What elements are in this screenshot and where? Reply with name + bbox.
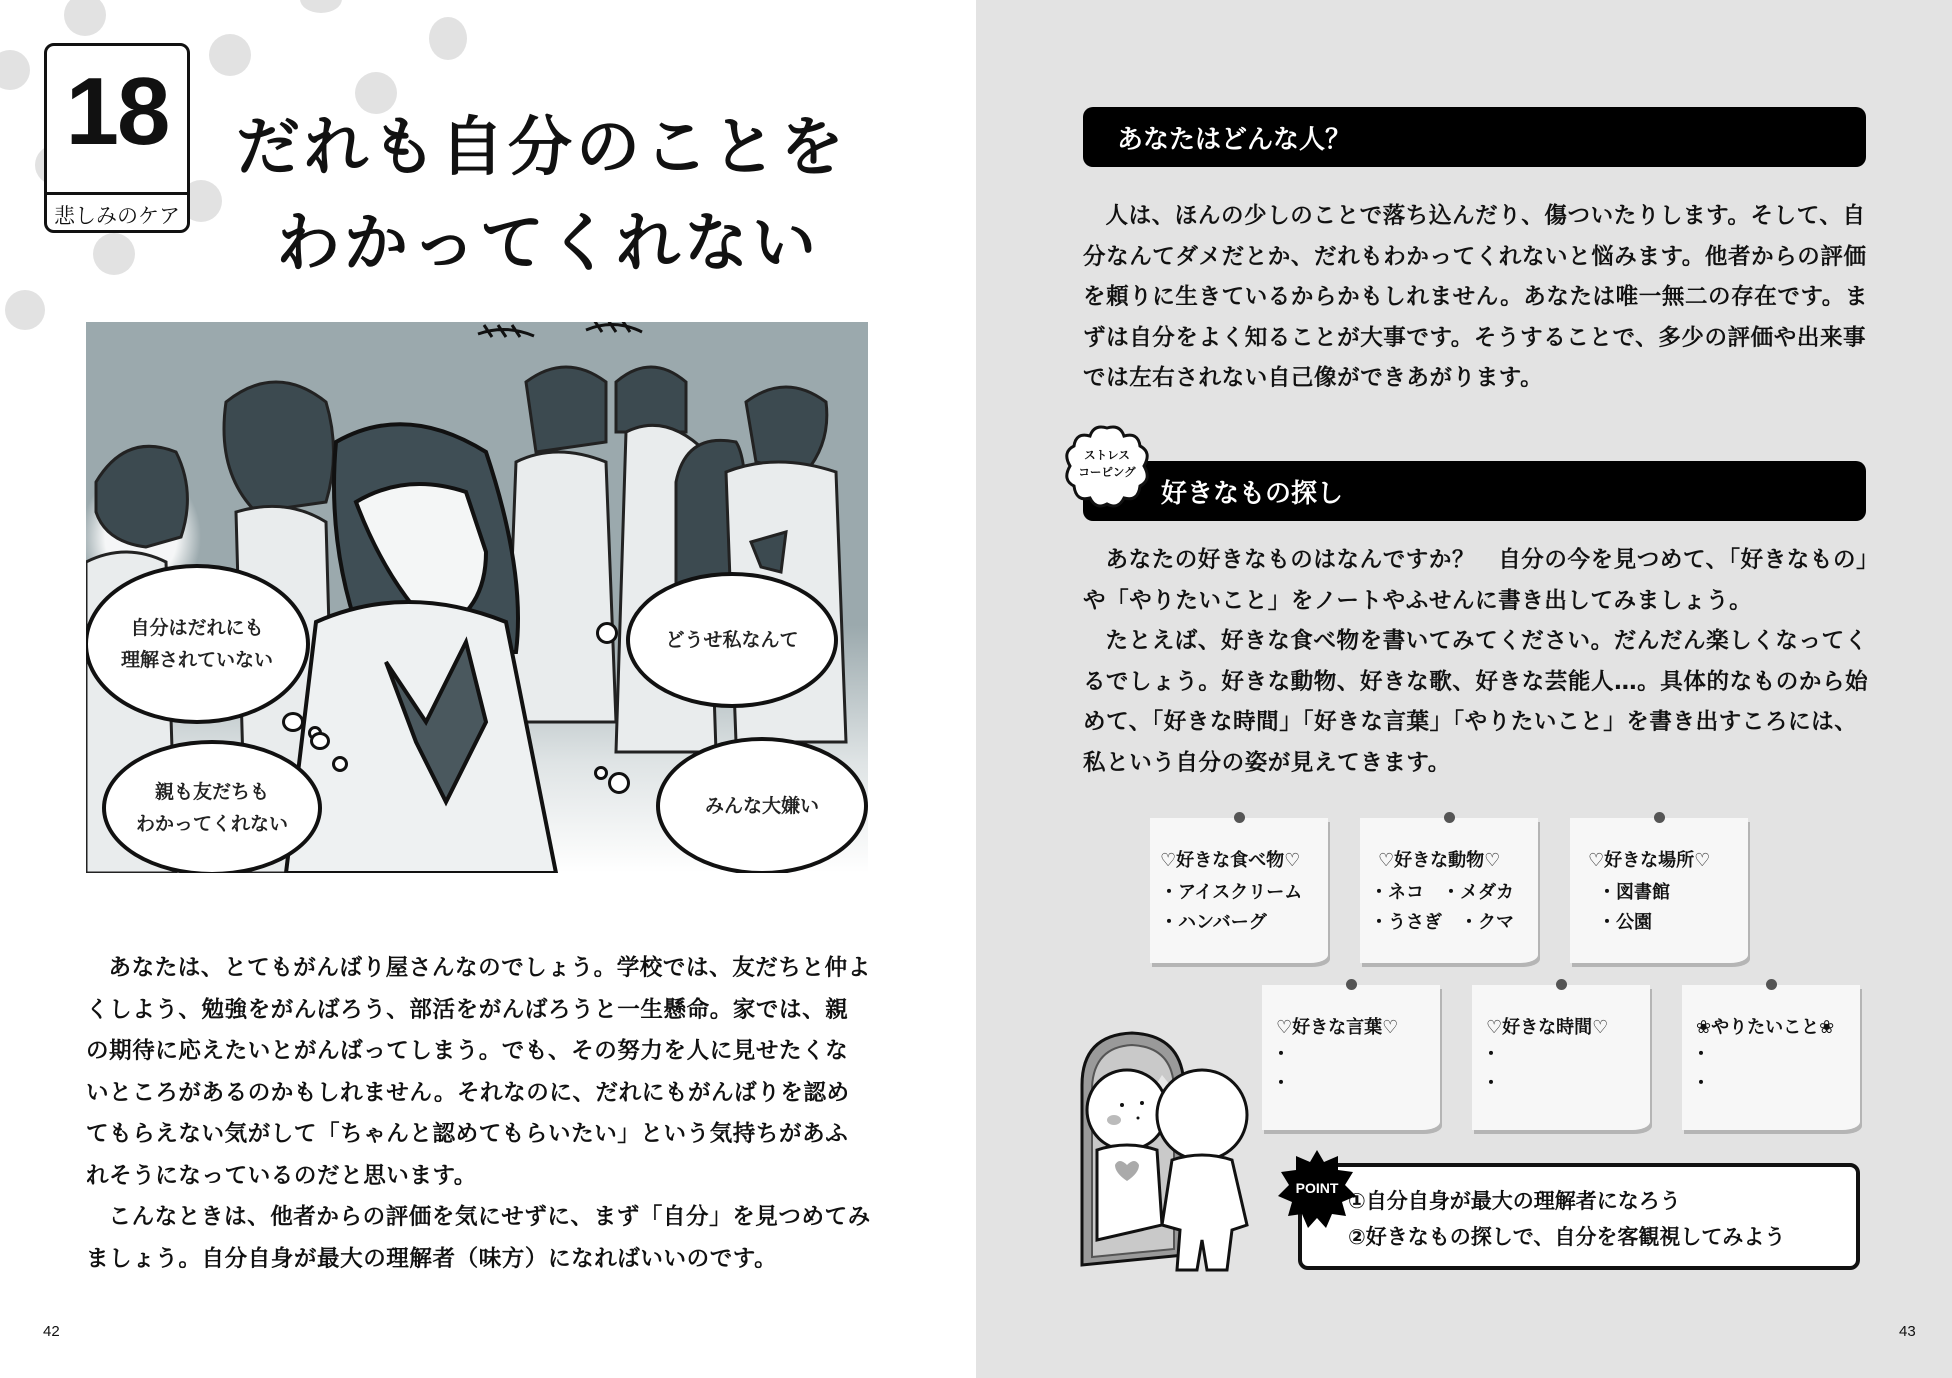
note-title: ♡好きな動物♡ — [1378, 850, 1501, 871]
sticky-note — [1360, 818, 1538, 963]
note-line: ・ハンバーグ — [1160, 912, 1267, 933]
chapter-category: 悲しみのケア — [54, 204, 180, 228]
bubble-text: 理解されていない — [120, 649, 273, 671]
paragraph: 人は、ほんの少しのことで落ち込んだり、傷ついたりします。そして、自分なんてダメだとか、だれもわかってくれないと悩みます。他者からの評価を頼りに生きているからかもしれません。あなたは唯一無二の存在です。まずは自分をよく知ることが大事です。そうすることで、多少の評価や出来事では左右されない自己像ができあがります。 — [1083, 203, 1868, 391]
body-text — [86, 948, 871, 1280]
divider — [47, 192, 187, 195]
note-line: ・ — [1692, 1044, 1710, 1065]
bubble-text: 親も友だちも — [154, 781, 269, 803]
point-label: POINT — [1295, 1180, 1339, 1196]
bubble-text: みんな大嫌い — [704, 795, 819, 817]
section-heading-bar — [1083, 107, 1866, 167]
thought-bubble — [86, 564, 310, 724]
thought-bubble — [656, 737, 868, 873]
decor-dot — [429, 17, 467, 60]
note-line: ・ — [1482, 1044, 1500, 1065]
sticky-note — [1150, 818, 1328, 963]
note-line: ・ — [1272, 1073, 1290, 1094]
badge-line: コーピング — [1078, 465, 1136, 479]
section-body — [1083, 196, 1873, 399]
note-title: ❀やりたいこと❀ — [1696, 1017, 1835, 1038]
pin-icon — [1346, 979, 1357, 990]
title-line-2: わかってくれない — [276, 207, 820, 281]
paragraph: たとえば、好きな食べ物を書いてみてください。だんだん楽しくなってくるでしょう。好きな動物、好きな歌、好きな芸能人…。具体的なものから始めて、「好きな時間」「好きな言葉」「やりたいこと」を書き出すころには、私という自分の姿が見えてきます。 — [1083, 628, 1869, 776]
decor-dot — [209, 34, 251, 76]
point-item: ②好きなもの探しで、自分を客観視してみよう — [1348, 1225, 1786, 1249]
title-line-1: だれも自分のことを — [236, 111, 848, 185]
sticky-note — [1472, 985, 1650, 1130]
badge-line: ストレス — [1084, 448, 1130, 462]
pin-icon — [1234, 812, 1245, 823]
right-page — [976, 0, 1952, 1378]
paragraph: こんなときは、他者からの評価を気にせずに、まず「自分」を見つめてみましょう。自分自身が最大の理解者（味方）になればいいのです。 — [86, 1204, 871, 1272]
thought-puff — [310, 732, 330, 750]
sticky-note — [1682, 985, 1860, 1130]
thought-puff — [594, 766, 608, 780]
note-title: ♡好きな場所♡ — [1588, 850, 1711, 871]
section-heading: 好きなもの探し — [1161, 478, 1344, 509]
pin-icon — [1654, 812, 1665, 823]
thought-puff — [332, 756, 348, 772]
paragraph: あなたの好きなものはなんですか？ 自分の今を見つめて、「好きなもの」や「やりたいこと」をノートやふせんに書き出してみましょう。 — [1083, 547, 1868, 614]
point-box — [1298, 1163, 1860, 1270]
decor-dot — [300, 0, 342, 13]
decor-dot — [64, 0, 106, 36]
note-line: ・うさぎ ・クマ — [1370, 912, 1514, 933]
note-line: ・ — [1692, 1073, 1710, 1094]
note-title: ♡好きな食べ物♡ — [1160, 850, 1301, 871]
thought-bubble — [626, 572, 838, 708]
note-title: ♡好きな言葉♡ — [1276, 1017, 1399, 1038]
decor-dot — [5, 290, 45, 330]
section-heading-bar — [1083, 461, 1866, 521]
chapter-box — [44, 43, 190, 233]
thought-bubble — [102, 740, 322, 873]
section-body — [1083, 540, 1873, 783]
note-title: ♡好きな時間♡ — [1486, 1017, 1609, 1038]
point-item: ①自分自身が最大の理解者になろう — [1348, 1189, 1681, 1213]
section-heading: あなたはどんな人？ — [1117, 124, 1352, 155]
thought-puff — [596, 622, 618, 644]
decor-dot — [0, 50, 30, 90]
note-line: ・アイスクリーム — [1160, 882, 1303, 903]
bubble-text: 自分はだれにも — [130, 617, 264, 639]
pin-icon — [1556, 979, 1567, 990]
manga-illustration — [86, 322, 868, 873]
sticky-note — [1262, 985, 1440, 1130]
chapter-number: 18 — [65, 58, 169, 165]
decor-dot — [93, 233, 135, 275]
paragraph: あなたは、とてもがんばり屋さんなのでしょう。学校では、友だちと仲よくしよう、勉強をがんばろう、部活をがんばろうと一生懸命。家では、親の期待に応えたいとがんばってしまう。でも、その努力を人に見せたくないところがあるのかもしれません。それなのに、だれにもがんばりを認めてもらえない気がして「ちゃんと認めてもらいたい」という気持ちがあふれそうになっているのだと思います。 — [86, 955, 871, 1189]
mirror-figure-illustration — [1072, 1025, 1272, 1275]
note-line: ・ネコ ・メダカ — [1370, 882, 1514, 903]
thought-puff — [608, 772, 630, 794]
thought-puff — [282, 712, 304, 732]
note-line: ・ — [1482, 1073, 1500, 1094]
note-line: ・公園 — [1580, 912, 1652, 933]
page-title — [236, 100, 848, 292]
page-number: 43 — [1899, 1323, 1916, 1340]
note-line: ・図書館 — [1580, 882, 1670, 903]
pin-icon — [1766, 979, 1777, 990]
stress-coping-label — [1062, 447, 1152, 481]
sticky-note — [1570, 818, 1748, 963]
pin-icon — [1444, 812, 1455, 823]
bubble-text: わかってくれない — [135, 813, 288, 835]
note-line: ・ — [1272, 1044, 1290, 1065]
bubble-text: どうせ私なんて — [665, 629, 799, 651]
page-number: 42 — [43, 1323, 60, 1340]
